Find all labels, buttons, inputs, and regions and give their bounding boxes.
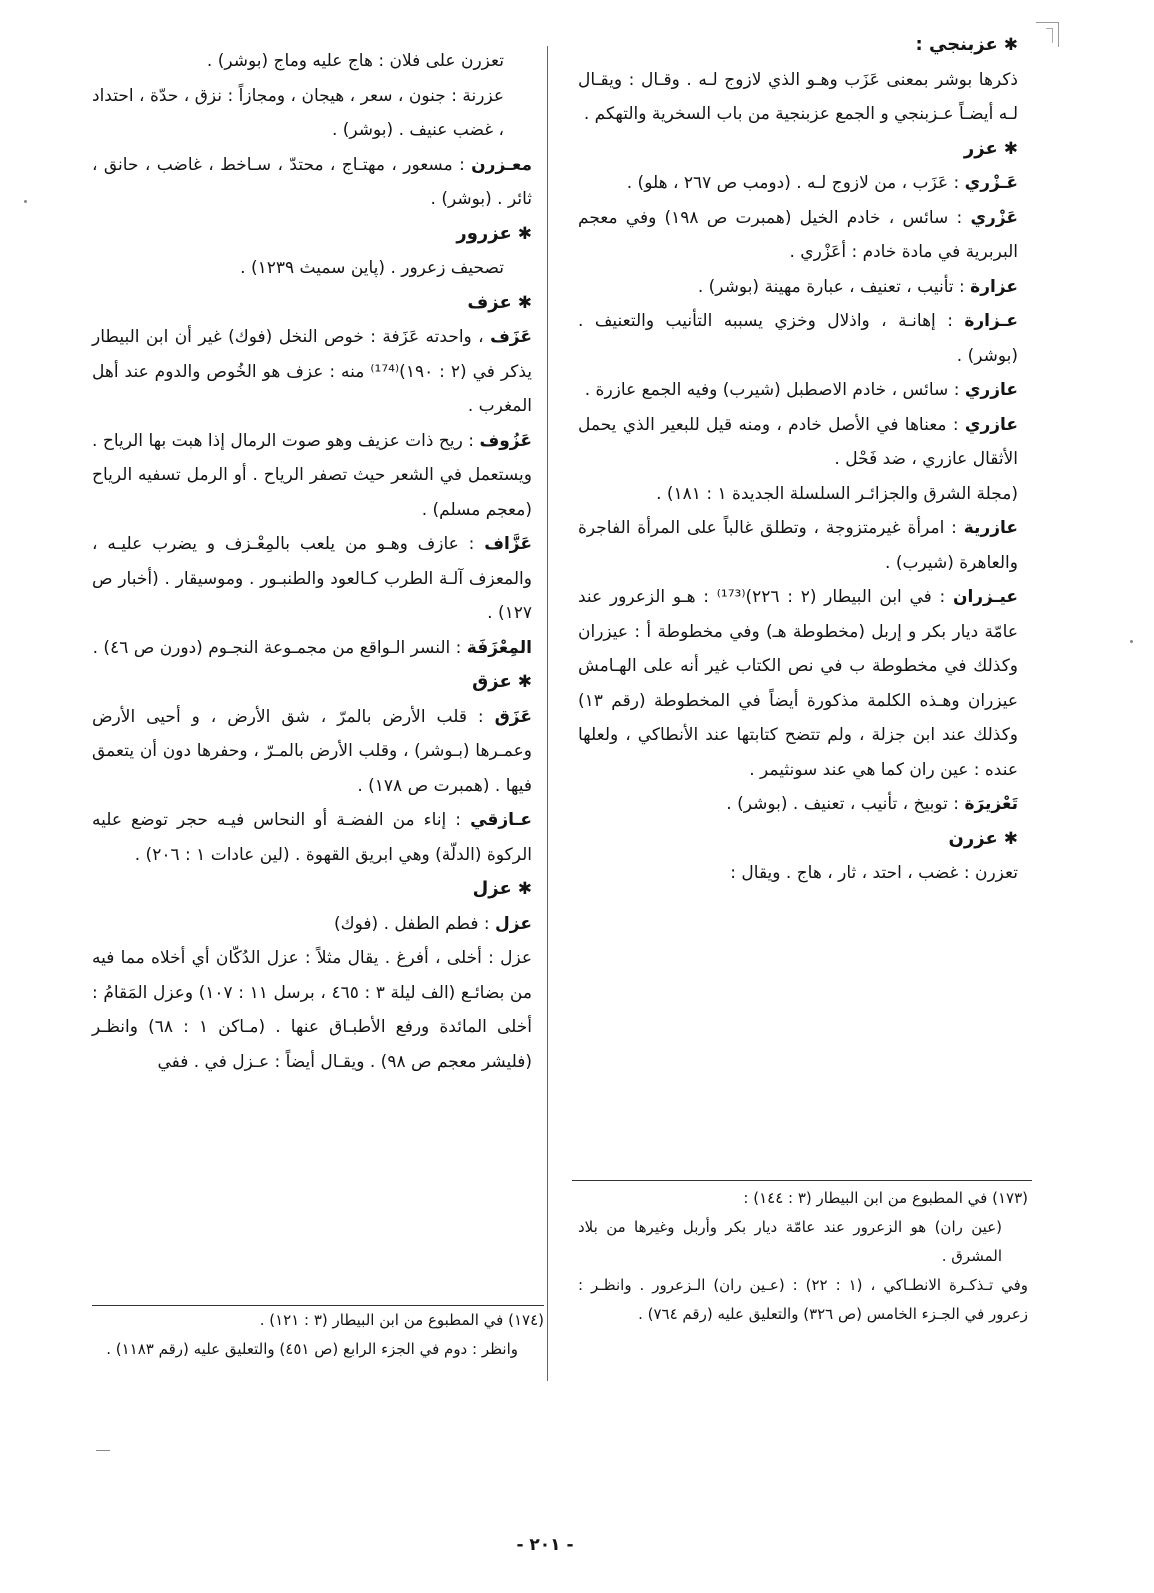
scan-speck bbox=[24, 200, 27, 203]
entry-headword: عَـزْري bbox=[964, 173, 1018, 193]
dictionary-entry bbox=[92, 79, 532, 148]
left-column bbox=[92, 44, 532, 1079]
section-heading bbox=[92, 665, 532, 700]
entry-headword: عَزَّاف bbox=[484, 534, 532, 554]
entry-headword: عزارة bbox=[970, 276, 1018, 297]
entry-definition: : معناها في الأصل خادم ، ومنه قيل للبعير الذي يحمل الأثقال عازري ، ضد فَحْل . bbox=[578, 414, 1018, 469]
entry-definition: تصحيف زعرور . (پاين سميث ١٢٣٩) . bbox=[240, 258, 504, 278]
footnote-rule-right bbox=[572, 1180, 1032, 1181]
entry-definition: : توبيخ ، تأنيب ، تعنيف . (بوشر) . bbox=[726, 794, 960, 814]
dictionary-entry bbox=[578, 201, 1018, 270]
section-heading-text: عزرن bbox=[948, 827, 998, 849]
dictionary-entry bbox=[578, 166, 1018, 201]
footnotes-right bbox=[578, 1184, 1028, 1329]
section-heading bbox=[578, 28, 1018, 63]
section-heading bbox=[578, 822, 1018, 857]
entry-headword: عـازقي bbox=[470, 810, 532, 830]
right-column bbox=[578, 28, 1018, 891]
dictionary-entry bbox=[578, 511, 1018, 580]
section-heading-text: عزرور bbox=[456, 222, 512, 244]
scan-speck bbox=[1130, 640, 1133, 643]
entry-definition: : عَزَب ، من لازوج لـه . (دومب ص ٢٦٧ ، هلو) . bbox=[626, 173, 960, 193]
entry-definition: (مجلة الشرق والجزائـر السلسلة الجديدة ١ : ١٨١) . bbox=[656, 483, 1018, 504]
section-heading-text: عزف bbox=[467, 291, 512, 313]
entry-definition: : مسعور ، مهتـاج ، محتدّ ، سـاخط ، غاضب ، حانق ، ثائر . (بوشر) . bbox=[92, 154, 532, 209]
dictionary-entry bbox=[578, 408, 1018, 477]
entry-headword: عازري bbox=[964, 380, 1018, 400]
asterisk-icon: ✱ bbox=[517, 879, 532, 899]
entry-definition: : سائس ، خادم الاصطبل (شيرب) وفيه الجمع عازرة . bbox=[584, 380, 960, 400]
entry-definition: : عازف وهـو من يلعب بالمِعْـزف و يضرب عليـه ، والمعزف آلـة الطرب كـالعود والطنبـور . وموسيقار . (أخبار ص ١٢٧) . bbox=[92, 534, 532, 623]
entry-headword: عيـزران bbox=[952, 587, 1018, 607]
footnote-173-quote: (عين ران) هو الزعرور عند عامّة ديار بكر وأربل وغيرها من بلاد المشرق . bbox=[578, 1218, 1002, 1265]
entry-headword: عَزْري bbox=[970, 207, 1019, 228]
dictionary-entry bbox=[92, 803, 532, 872]
section-heading-text: عزبنجي : bbox=[915, 34, 998, 55]
entry-definition: عزرنة : جنون ، سعر ، هيجان ، ومجازاً : نزق ، حدّة ، احتداد ، غضب عنيف . (بوشر) . bbox=[92, 85, 504, 140]
footnote-174-ref: (١٧٤) في المطبوع من ابن البيطار (٣ : ١٢١) . bbox=[259, 1311, 544, 1329]
dictionary-entry bbox=[578, 373, 1018, 408]
asterisk-icon: ✱ bbox=[1003, 35, 1018, 55]
entry-definition: : سائس ، خادم الخيل (همبرت ص ١٩٨) وفي معجم البربرية في مادة خادم : أعَزْري . bbox=[578, 207, 1018, 262]
asterisk-icon: ✱ bbox=[1003, 828, 1018, 849]
entry-definition: : فطم الطفل . (فوك) bbox=[334, 913, 490, 934]
section-heading bbox=[578, 132, 1018, 167]
footnote-173-ref: (١٧٣) في المطبوع من ابن البيطار (٣ : ١٤٤) : bbox=[743, 1189, 1028, 1207]
entry-headword: عازري bbox=[964, 414, 1019, 435]
section-heading-text: عزق bbox=[472, 671, 512, 692]
section-heading bbox=[92, 286, 532, 321]
entry-headword: عَزُوف bbox=[479, 430, 532, 451]
dictionary-entry bbox=[578, 787, 1018, 822]
entry-definition: : ريح ذات عزيف وهو صوت الرمال إذا هبت بها الرياح . ويستعمل في الشعر حيث تصفر الرياح . أو الرمل تسفيه الرياح (معجم مسلم) . bbox=[92, 430, 532, 520]
entry-definition: عزل : أخلى ، أفرغ . يقال مثلاً : عزل الدُكّان أي أخلاه مما فيه من بضائـع (الف ليلة ٣ : ٤٦٥ ، برسل ١١ : ١٠٧) وعزل المَقامُ : أخلى المائدة ورفع الأطبـاق عنها . (مـاكن ١ : ٦٨) وانظـر (فليشر معجم ص ٩٨) . ويقـال أيضاً : عـزل في . ففي bbox=[92, 948, 532, 1072]
entry-headword: عـزارة bbox=[964, 311, 1018, 331]
dictionary-entry bbox=[92, 527, 532, 631]
entry-headword: تَعْزيرَة bbox=[964, 794, 1018, 814]
entry-definition: : تأنيب ، تعنيف ، عبارة مهينة (بوشر) . bbox=[697, 276, 965, 297]
entry-definition: : امرأة غيرمتزوجة ، وتطلق غالباً على المرأة الفاجرة والعاهرة (شيرب) . bbox=[578, 518, 1018, 573]
asterisk-icon: ✱ bbox=[517, 292, 532, 313]
dictionary-entry bbox=[578, 270, 1018, 305]
dictionary-entry bbox=[578, 63, 1018, 132]
entry-definition: ذكرها بوشر بمعنى عَزَب وهـو الذي لازوج لـه . وقـال : ويقـال لـه أيضـاً عـزبنجي و الجمع عزبنجية من باب السخرية والتهكم . bbox=[578, 69, 1018, 124]
entry-definition: ، واحدته عَزَفة : خوص النخل (فوك) غير أن ابن البيطار يذكر في (٢ : ١٩٠)⁽¹⁷⁴⁾ منه : عزف هو الخُوص والدوم عند أهل المغرب . bbox=[92, 327, 532, 416]
dictionary-entry bbox=[92, 320, 532, 424]
entry-headword: معـزرن bbox=[471, 154, 532, 175]
section-heading-text: عزل bbox=[472, 878, 512, 899]
dictionary-entry bbox=[92, 631, 532, 666]
page-number: - ٢٠١ - bbox=[516, 1535, 574, 1555]
column-divider bbox=[547, 46, 548, 1381]
section-heading-text: عزر bbox=[963, 137, 998, 159]
footnote-174-note: وانظر : دوم في الجزء الرابع (ص ٤٥١) والتعليق عليه (رقم ١١٨٣) . bbox=[106, 1340, 518, 1358]
dictionary-entry bbox=[92, 251, 532, 286]
entry-definition: تعزرن على فلان : هاج عليه وماج (بوشر) . bbox=[206, 51, 504, 71]
entry-headword: عَزَق bbox=[494, 706, 532, 727]
entry-headword: عازرية bbox=[963, 518, 1018, 538]
entry-headword: المِعْزَفَة bbox=[466, 637, 532, 658]
section-heading bbox=[92, 217, 532, 252]
dictionary-entry bbox=[92, 424, 532, 528]
entry-definition: : النسر الـواقع من مجمـوعة النجـوم (دورن ص ٤٦) . bbox=[92, 637, 462, 658]
entry-headword: عزل bbox=[495, 913, 532, 934]
dictionary-entry bbox=[578, 304, 1018, 373]
dictionary-entry bbox=[578, 580, 1018, 787]
dictionary-entry bbox=[92, 148, 532, 217]
scan-speck bbox=[96, 1450, 110, 1451]
entry-definition: تعزرن : غضب ، احتد ، ثار ، هاج . ويقال : bbox=[730, 863, 1018, 883]
section-heading bbox=[92, 872, 532, 907]
entry-definition: : إناء من الفضـة أو النحاس فيـه حجر توضع عليه الركوة (الدلّة) وهي ابريق القهوة . (لين عادات ١ : ٢٠٦) . bbox=[92, 810, 532, 865]
footnotes-left bbox=[92, 1306, 544, 1364]
entry-definition: : قلب الأرض بالمرّ ، شق الأرض ، و أحيى الأرض وعمـرها (بـوشر) ، وقلب الأرض بالمـرّ ، وحفرها دون أن يتعمق فيها . (همبرت ص ١٧٨) . bbox=[92, 706, 532, 796]
dictionary-entry bbox=[92, 700, 532, 804]
dictionary-entry bbox=[92, 44, 532, 79]
dictionary-entry bbox=[578, 477, 1018, 512]
asterisk-icon: ✱ bbox=[1003, 138, 1018, 159]
scan-corner-mark bbox=[1036, 22, 1059, 47]
dictionary-entry bbox=[92, 941, 532, 1079]
entry-definition: : في ابن البيطار (٢ : ٢٢٦)⁽¹⁷³⁾ : هـو الزعرور عند عامّة ديار بكر و إربل (مخطوطة هـ) وفي مخطوطة أ : عيزران وكذلك في مخطوطة ب في نص الكتاب غير أنه على الهـامش عيزران وهـذه الكلمة مذكورة أيضاً في المخطوطة (رقم ١٣) وكذلك عند ابن جزلة ، ولم تتضح كتابتها عند الأنطاكي ، ولعلها عنده : عين ران كما هي عند سونثيمر . bbox=[578, 587, 1018, 780]
entry-definition: : إهانـة ، واذلال وخزي يسببه التأنيب والتعنيف . (بوشر) . bbox=[578, 311, 1018, 366]
entry-headword: عَزَف bbox=[490, 327, 532, 347]
asterisk-icon: ✱ bbox=[517, 223, 532, 244]
dictionary-entry bbox=[578, 856, 1018, 891]
footnote-173-note: وفي تـذكـرة الانطـاكي ، (١ : ٢٢) : (عـين ران) الـزعرور . وانظـر : زعرور في الجـزء الخامس (ص ٣٢٦) والتعليق عليه (رقم ٧٦٤) . bbox=[578, 1276, 1028, 1323]
dictionary-entry bbox=[92, 907, 532, 942]
asterisk-icon: ✱ bbox=[517, 672, 532, 692]
